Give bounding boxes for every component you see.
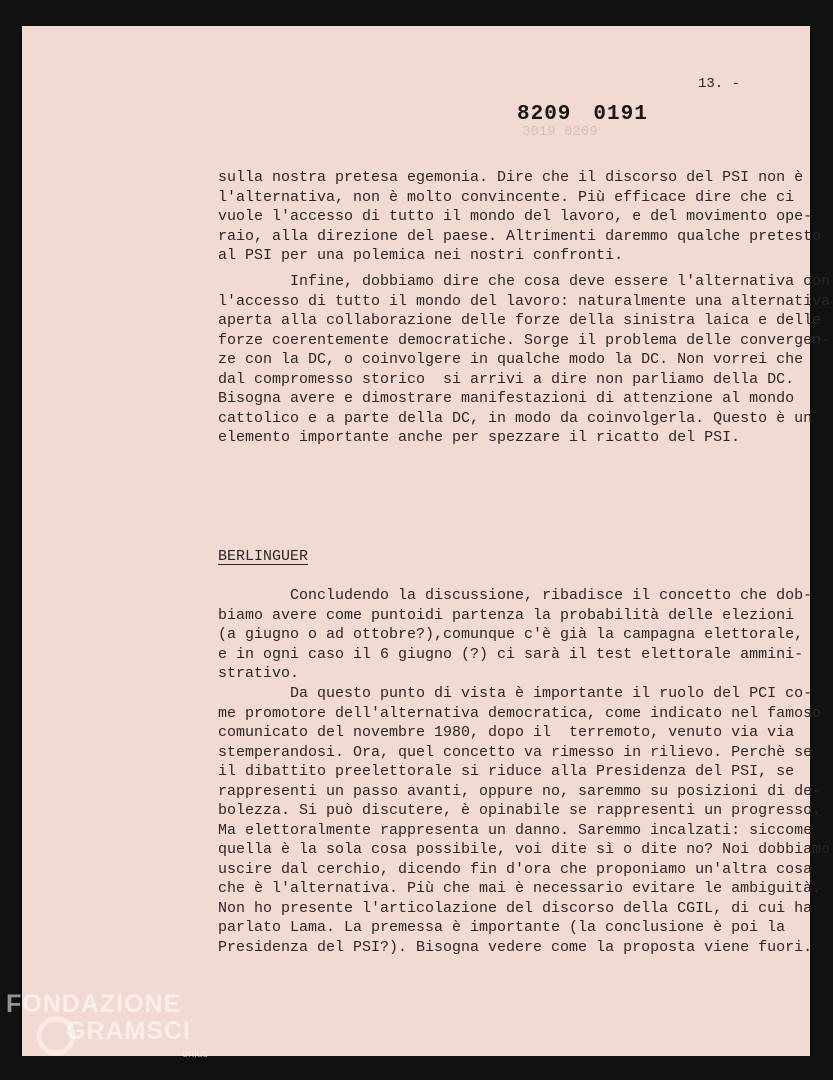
paragraph: Infine, dobbiamo dire che cosa deve essere l'alternativa con l'accesso di tutto il mondo del lavoro: naturalmente una alternativa aperta alla collaborazione delle forze della sinistra laica e delle forze coerentemente democratiche. Sorge il problema delle convergen- ze con la DC, o coinvolgere in qualche modo la DC. Non vorrei che dal compromesso storico si arrivi a dire non parliamo della DC. Bisogna avere e dimostrare manifestazioni di attenzione al mondo cattolico e a parte della DC, in modo da coinvolgerla. Questo è un elemento importante anche per spezzare il ricatto del PSI. bbox=[218, 273, 831, 446]
page-number: 13. - bbox=[698, 76, 741, 92]
foundation-watermark bbox=[6, 990, 209, 1060]
stamp-part-1: 8209 bbox=[517, 103, 572, 126]
watermark-line3: onlus bbox=[182, 1048, 209, 1060]
archive-stamp bbox=[517, 103, 648, 126]
watermark-line2: GRAMSCI bbox=[66, 1017, 192, 1045]
watermark-line1: FONDAZIONE bbox=[6, 990, 182, 1018]
paragraph: sulla nostra pretesa egemonia. Dire che il discorso del PSI non è l'alternativa, non è molto convincente. Più efficace dire che ci vuole l'accesso di tutto il mondo del lavoro, e del movimento ope- raio, alla direzione del paese. Altrimenti daremmo qualche pretesto al PSI per una polemica nei nostri confronti. bbox=[218, 169, 822, 264]
stamp-ghost: 3019 0209 bbox=[522, 124, 598, 140]
gramsci-logo-icon bbox=[36, 1016, 76, 1056]
paragraph: Concludendo la discussione, ribadisce il concetto che dob- biamo avere come puntoidi partenza la probabilità delle elezioni (a giugno o ad ottobre?),comunque c'è già la campagna elettorale, e in ogni caso il 6 giugno (?) ci sarà il test elettorale ammini- strativo. bbox=[218, 587, 813, 682]
document-page bbox=[22, 26, 831, 1056]
stamp-part-2: 0191 bbox=[593, 103, 648, 126]
paragraph: Da questo punto di vista è importante il ruolo del PCI co- me promotore dell'alternativa democratica, come indicato nel famoso comunicato del novembre 1980, dopo il terremoto, venuto via via stemperandosi. Ora, quel concetto va rimesso in rilievo. Perchè se il dibattito preelettorale si riduce alla Presidenza del PSI, se rappresenti un passo avanti, oppure no, saremmo su posizioni di de- bolezza. Si può discutere, è opinabile se rappresenti un progresso. Ma elettoralmente rappresenta un danno. Saremmo incalzati: siccome quella è la sola cosa possibile, voi dite sì o dite no? Noi dobbiamo uscire dal cerchio, dicendo fin d'ora che proponiamo un'altra cosa che è l'alternativa. Più che mai è necessario evitare le ambiguità. Non ho presente l'articolazione del discorso della CGIL, di cui ha parlato Lama. La premessa è importante (la conclusione è poi la Presidenza del PSI?). Bisogna vedere come la proposta viene fuori. bbox=[218, 685, 831, 956]
speaker-heading: BERLINGUER bbox=[218, 548, 309, 565]
